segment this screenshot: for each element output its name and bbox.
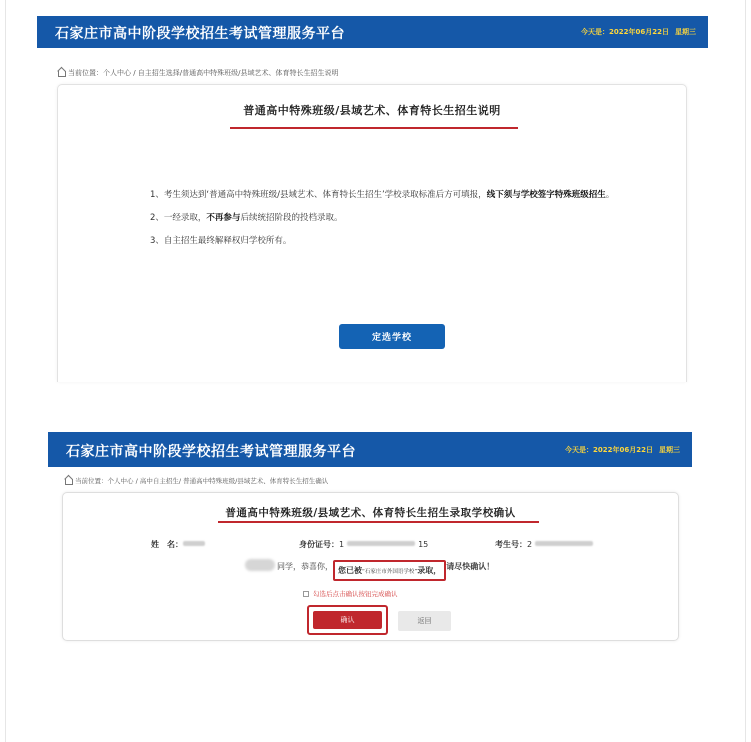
instruction-emphasis: 不再参与 (206, 213, 241, 223)
instructions-screenshot (37, 16, 708, 382)
admitted-prefix: 您已被 (338, 566, 362, 575)
instruction-text: 1、考生须达到‘普通高中特殊班级/县域艺术、体育特长生招生’学校录取标准后方可填报， (150, 190, 487, 200)
weekday-label: 星期三 (659, 446, 680, 454)
school-name: “石家庄市外国语学校” (362, 569, 418, 575)
congrats-suffix: 请尽快确认！ (446, 562, 495, 571)
site-title: 石家庄市高中阶段学校招生考试管理服务平台 (66, 444, 356, 460)
id-label: 身份证号： (299, 540, 339, 549)
id-suffix: 15 (418, 540, 429, 549)
date-label: 今天是：2022年06月22日 (581, 28, 669, 36)
date-info (575, 27, 696, 37)
redacted-student-name (245, 559, 275, 571)
redacted-id (347, 541, 415, 546)
instruction-text: 2、一经录取， (150, 213, 207, 223)
site-header (37, 16, 708, 48)
breadcrumb (57, 68, 339, 78)
breadcrumb-text: 当前位置：个人中心 / 高中自主招生/ 普通高中特殊班级/县域艺术、体育特长生招生确认 (75, 477, 329, 485)
site-title: 石家庄市高中阶段学校招生考试管理服务平台 (55, 26, 345, 42)
home-icon (57, 68, 65, 76)
student-name-field (151, 539, 205, 550)
exam-number-field (495, 539, 593, 550)
title-underline (230, 127, 518, 129)
confirmation-card (62, 492, 679, 641)
admission-message (245, 559, 494, 581)
site-header (48, 432, 692, 467)
admitted-suffix: 录取， (417, 566, 442, 575)
date-info (559, 445, 680, 455)
breadcrumb (64, 476, 328, 485)
redacted-name (183, 541, 205, 546)
confirm-checkbox-row[interactable] (303, 589, 398, 598)
confirm-button-highlight (307, 605, 388, 635)
instructions-card (57, 84, 687, 382)
name-label: 姓 名： (151, 540, 183, 549)
id-prefix: 1 (339, 540, 345, 549)
confirmation-screenshot (48, 432, 692, 645)
instruction-item-1 (130, 188, 630, 203)
exam-label: 考生号： (495, 540, 527, 549)
instruction-text: 后续统招阶段的投档录取。 (240, 213, 343, 223)
confirm-checkbox-label: 勾选后点击确认按钮完成确认 (313, 590, 398, 598)
instruction-item-2 (130, 211, 630, 226)
exam-prefix: 2 (527, 540, 533, 549)
date-label: 今天是：2022年06月22日 (565, 446, 653, 454)
instruction-text: 。 (605, 190, 615, 200)
redacted-exam-number (535, 541, 593, 546)
confirm-button[interactable]: 确认 (313, 611, 382, 629)
select-school-button[interactable]: 定选学校 (339, 324, 445, 349)
instruction-item-3: 3、自主招生最终解释权归学校所有。 (150, 236, 292, 246)
title-underline (218, 521, 539, 523)
instruction-emphasis: 线下须与学校签字特殊班级招生 (486, 190, 606, 200)
admission-highlight (333, 560, 446, 581)
id-number-field (299, 539, 428, 550)
weekday-label: 星期三 (675, 28, 696, 36)
instructions-list (130, 188, 630, 257)
breadcrumb-text: 当前位置：个人中心 / 自主招生选择/普通高中特殊班级/县域艺术、体育特长生招生说明 (68, 69, 339, 77)
card-title: 普通高中特殊班级/县域艺术、体育特长生招生说明 (243, 104, 501, 117)
confirm-checkbox[interactable] (303, 591, 309, 597)
home-icon (64, 476, 72, 484)
congrats-prefix: 同学，恭喜你， (277, 562, 333, 571)
back-button[interactable]: 返回 (398, 611, 451, 631)
card-title: 普通高中特殊班级/县域艺术、体育特长生招生录取学校确认 (225, 507, 516, 519)
